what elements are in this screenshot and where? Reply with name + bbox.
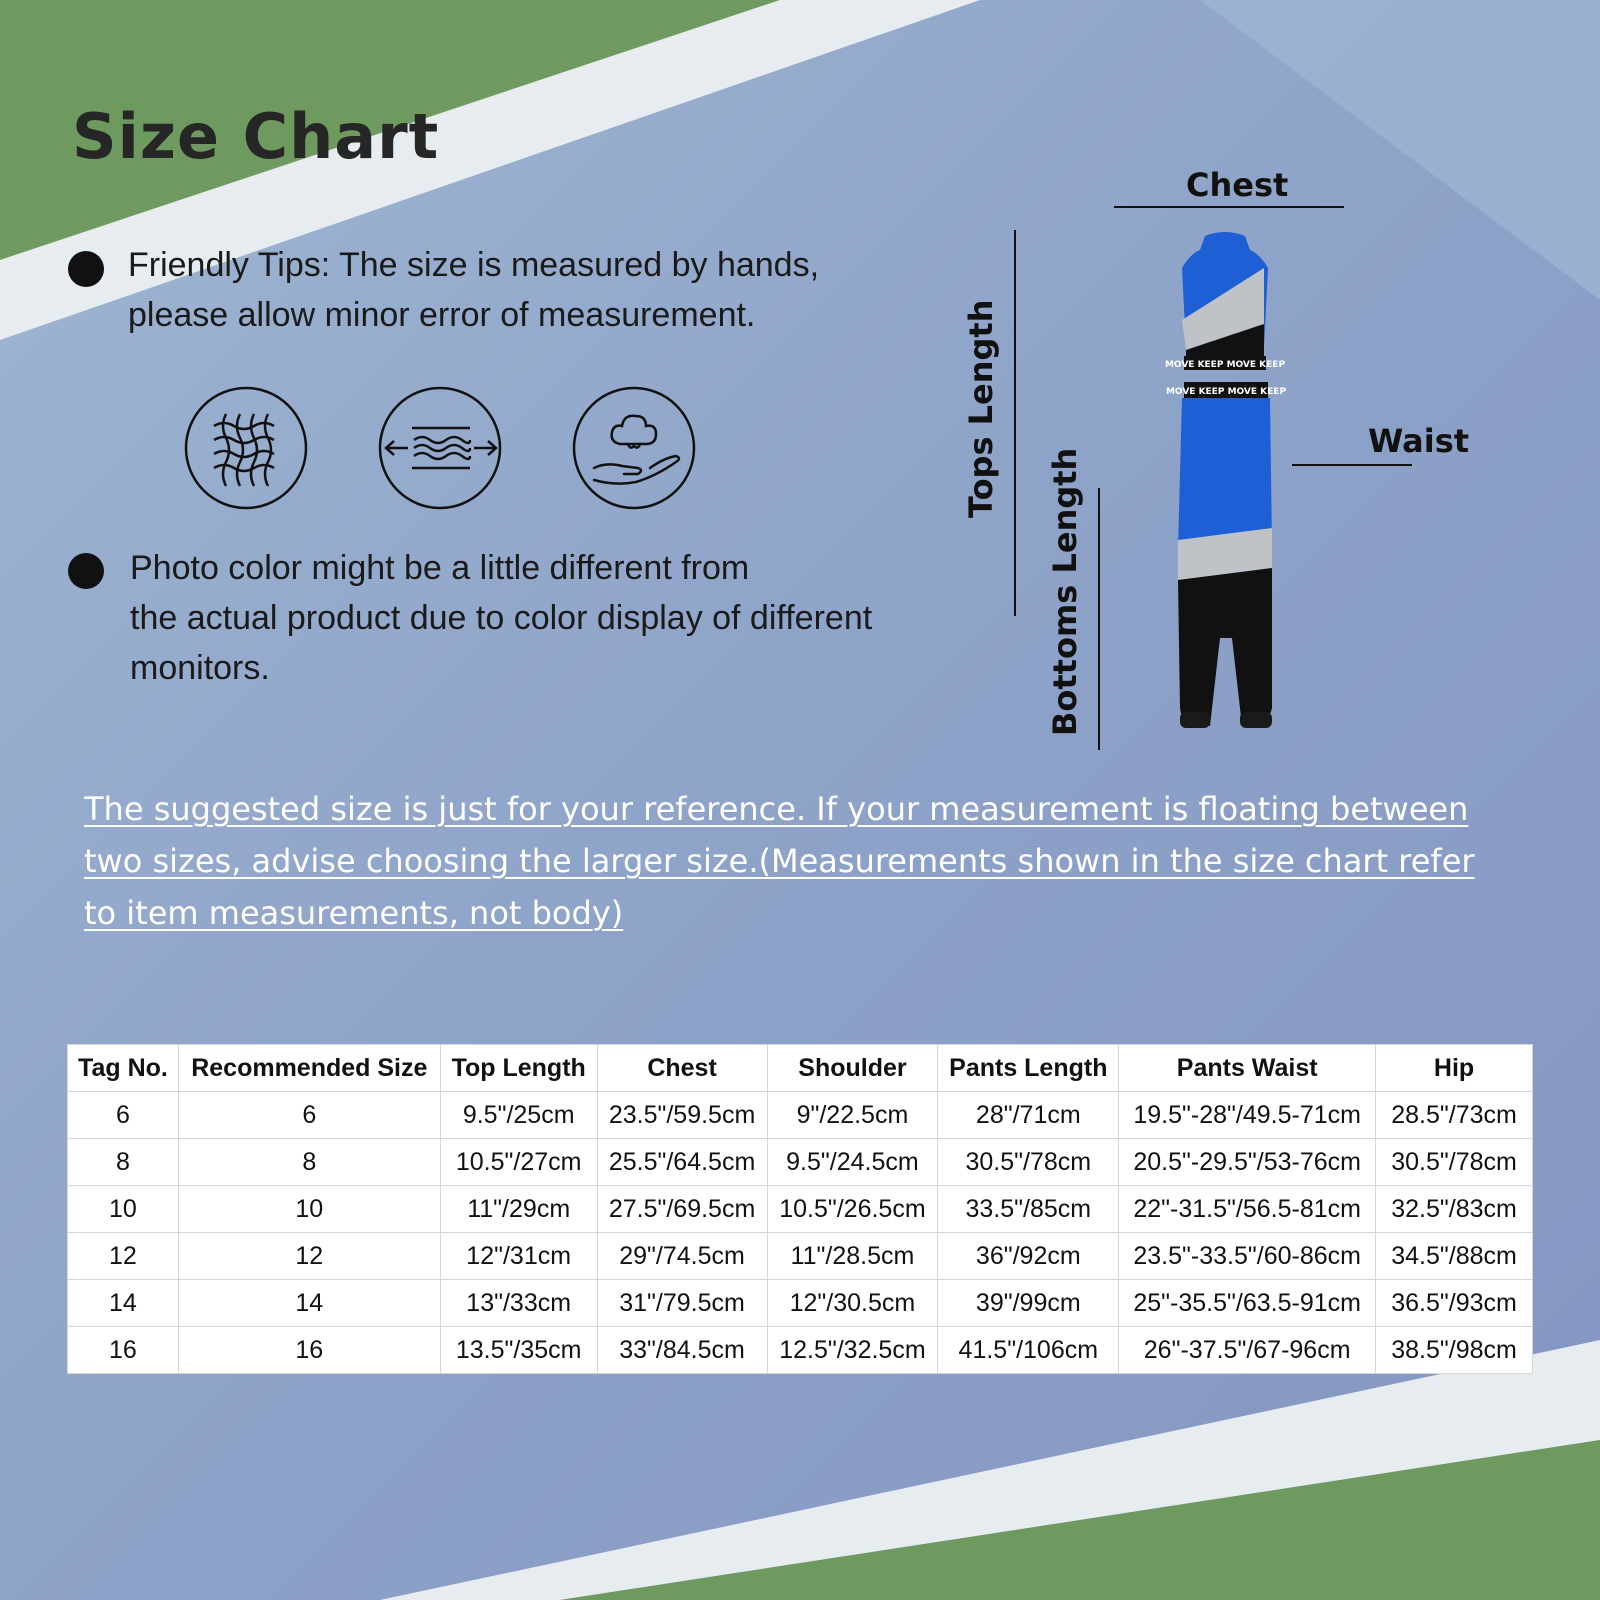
mesh-fabric-icon [184,386,308,510]
cell-top-length: 13"/33cm [440,1280,597,1327]
cell-pants-waist: 20.5"-29.5"/53-76cm [1119,1139,1376,1186]
cell-hip: 32.5"/83cm [1376,1186,1533,1233]
cell-top-length: 13.5"/35cm [440,1327,597,1374]
crop-top-print: MOVE KEEP MOVE KEEP [1164,360,1286,370]
col-header-hip: Hip [1376,1045,1533,1092]
cell-tag-no: 10 [68,1186,179,1233]
table-header-row [68,1045,1533,1092]
tip-line: the actual product due to color display of different [130,599,873,637]
cell-hip: 28.5"/73cm [1376,1092,1533,1139]
waist-line [1292,464,1412,466]
bottoms-length-label: Bottoms Length [1046,447,1084,736]
col-header-shoulder: Shoulder [767,1045,938,1092]
cell-shoulder: 11"/28.5cm [767,1233,938,1280]
table-row [68,1233,1533,1280]
cell-pants-waist: 25"-35.5"/63.5-91cm [1119,1280,1376,1327]
col-header-pants-waist: Pants Waist [1119,1045,1376,1092]
table-row [68,1186,1533,1233]
sizing-note: The suggested size is just for your reference. If your measurement is floating between two sizes, advise choosing the larger size.(Measurements shown in the size chart refer to item measurements, not body) [84,790,1475,932]
cell-tag-no: 6 [68,1092,179,1139]
cell-shoulder: 12.5"/32.5cm [767,1327,938,1374]
cell-top-length: 11"/29cm [440,1186,597,1233]
stretch-fabric-icon [378,386,502,510]
col-header-tag-no: Tag No. [68,1045,179,1092]
col-header-chest: Chest [597,1045,767,1092]
cell-chest: 25.5"/64.5cm [597,1139,767,1186]
bottoms-length-line [1098,488,1100,750]
cell-hip: 38.5"/98cm [1376,1327,1533,1374]
cell-recommended-size: 8 [178,1139,440,1186]
waist-label: Waist [1368,422,1470,460]
tops-length-label: Tops Length [962,299,1000,518]
cell-hip: 36.5"/93cm [1376,1280,1533,1327]
cell-pants-length: 28"/71cm [938,1092,1119,1139]
friendly-tips-text [128,240,819,340]
cell-pants-waist: 22"-31.5"/56.5-81cm [1119,1186,1376,1233]
cell-tag-no: 14 [68,1280,179,1327]
cell-tag-no: 16 [68,1327,179,1374]
size-table [67,1044,1533,1374]
page-title: Size Chart [72,100,440,173]
bullet-icon [68,251,104,287]
bullet-icon [68,553,104,589]
cell-tag-no: 12 [68,1233,179,1280]
cell-pants-waist: 19.5"-28"/49.5-71cm [1119,1092,1376,1139]
cell-top-length: 12"/31cm [440,1233,597,1280]
cell-recommended-size: 14 [178,1280,440,1327]
cell-recommended-size: 12 [178,1233,440,1280]
cell-recommended-size: 10 [178,1186,440,1233]
cell-pants-waist: 26"-37.5"/67-96cm [1119,1327,1376,1374]
cell-chest: 23.5"/59.5cm [597,1092,767,1139]
cell-pants-length: 41.5"/106cm [938,1327,1119,1374]
cell-pants-waist: 23.5"-33.5"/60-86cm [1119,1233,1376,1280]
cell-pants-length: 33.5"/85cm [938,1186,1119,1233]
cell-tag-no: 8 [68,1139,179,1186]
cell-shoulder: 9"/22.5cm [767,1092,938,1139]
chest-label: Chest [1186,166,1289,204]
cell-pants-length: 36"/92cm [938,1233,1119,1280]
cell-shoulder: 9.5"/24.5cm [767,1139,938,1186]
waistband-print: MOVE KEEP MOVE KEEP [1165,387,1287,397]
cell-pants-length: 39"/99cm [938,1280,1119,1327]
col-header-pants-length: Pants Length [938,1045,1119,1092]
cell-shoulder: 10.5"/26.5cm [767,1186,938,1233]
table-row [68,1327,1533,1374]
cell-hip: 34.5"/88cm [1376,1233,1533,1280]
tip-line: monitors. [130,649,270,687]
cell-chest: 33"/84.5cm [597,1327,767,1374]
tip-line: Friendly Tips: The size is measured by hands, [128,246,820,284]
table-body [68,1092,1533,1374]
cell-pants-length: 30.5"/78cm [938,1139,1119,1186]
cell-hip: 30.5"/78cm [1376,1139,1533,1186]
cell-chest: 29"/74.5cm [597,1233,767,1280]
cell-top-length: 9.5"/25cm [440,1092,597,1139]
cell-top-length: 10.5"/27cm [440,1139,597,1186]
cell-recommended-size: 6 [178,1092,440,1139]
cell-chest: 27.5"/69.5cm [597,1186,767,1233]
chest-line [1114,206,1344,208]
cell-chest: 31"/79.5cm [597,1280,767,1327]
col-header-top-length: Top Length [440,1045,597,1092]
photo-color-tips-text [130,543,872,693]
tip-line: please allow minor error of measurement. [128,296,756,334]
tops-length-line [1014,230,1016,616]
tip-line: Photo color might be a little different from [130,549,750,587]
table-row [68,1139,1533,1186]
cell-shoulder: 12"/30.5cm [767,1280,938,1327]
cell-recommended-size: 16 [178,1327,440,1374]
table-row [68,1092,1533,1139]
table-row [68,1280,1533,1327]
garment-image [1150,228,1300,758]
soft-cotton-icon [572,386,696,510]
col-header-recommended-size: Recommended Size [178,1045,440,1092]
